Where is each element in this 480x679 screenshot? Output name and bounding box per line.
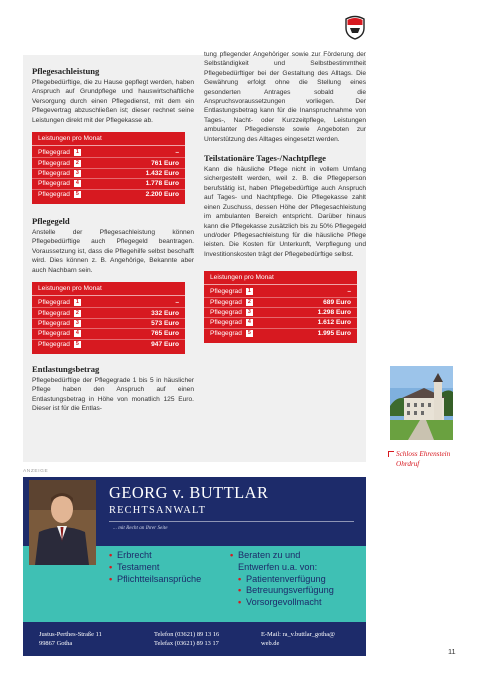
ad-address: Justus-Perthes-Straße 11 99867 Gotha	[39, 631, 102, 647]
ad-contact-footer	[23, 622, 366, 656]
table-header: Leistungen pro Monat	[204, 274, 357, 285]
table-row: Pflegegrad 1 –	[32, 148, 185, 158]
table-row: Pflegegrad 4 1.612 Euro	[204, 318, 357, 328]
grade-badge: 4	[75, 330, 79, 337]
page-number: 11	[448, 647, 456, 656]
heading-pflegesachleistung: Pflegesachleistung	[32, 66, 100, 76]
ad-phone: Telefon (03621) 89 13 16 Telefax (03621) 89 13 17	[154, 631, 220, 647]
left-column	[32, 55, 194, 414]
table-row: Pflegegrad 1 –	[204, 287, 357, 297]
lawyer-title: RECHTSANWALT	[109, 505, 207, 516]
table-row: Pflegegrad 5 947 Euro	[38, 341, 179, 349]
grade-badge: 2	[247, 298, 251, 305]
grade-badge: 5	[247, 330, 251, 337]
list-item: • Erbrecht	[109, 550, 152, 560]
ad-label: ANZEIGE	[23, 469, 49, 474]
grade-badge: 1	[247, 288, 251, 295]
table-row: Pflegegrad 3 1.298 Euro	[204, 308, 357, 318]
grade-badge: 3	[75, 170, 79, 176]
ad-divider	[109, 521, 354, 522]
table-row: Pflegegrad 5 1.995 Euro	[210, 330, 351, 338]
lawyer-advertisement	[23, 477, 366, 656]
castle-photo	[390, 366, 453, 440]
photo-caption: Schloss Ehrenstein Ohrdruf	[388, 449, 474, 469]
table-row: Pflegegrad 1 –	[32, 298, 185, 308]
info-panel	[23, 51, 366, 462]
bullet-icon: •	[109, 561, 113, 572]
bullet-icon: •	[238, 573, 242, 584]
table-row: Pflegegrad 3 573 Euro	[32, 319, 185, 329]
caption-corner-icon	[388, 451, 394, 457]
grade-badge: 5	[75, 191, 79, 198]
grade-badge: 4	[247, 319, 251, 326]
coat-of-arms-icon	[344, 14, 366, 40]
heading-teilstationaere-pflege: Teilstationäre Tages-/Nachtpflege	[204, 153, 326, 164]
table-row: Pflegegrad 4 765 Euro	[32, 329, 185, 339]
text-entlastungsbetrag-continued: tung pflegender Angehöriger sowie zur Förderung der Selbständigkeit und Selbstbestimmtheit Pflegebedürftiger bei der Gestaltung des Alltags. Die Gewährung erfolgt ohne die Stellung eines gesonderten Antrages sobald die Anspruchsvoraussetzungen vorliegen. Der Entlastungsbetrag kann für die Inanspruchnahme von Tages-, Nacht- oder Kurzzeitpflege, Leistungen ambulanter Pflegedienste sowie Angeboten zur Unterstützung des Alltages eingesetzt werden.	[204, 51, 366, 143]
list-item: • Testament	[109, 561, 160, 572]
list-item: • Pflichtteilsansprüche	[109, 573, 202, 584]
table-row: Pflegegrad 4 1.778 Euro	[32, 179, 185, 189]
ad-email[interactable]: E-Mail: ra_v.buttlar_gotha@ web.de	[261, 631, 335, 647]
table-pflegegeld	[32, 282, 185, 354]
bullet-icon: •	[109, 550, 113, 560]
ad-tagline: ... mit Recht an Ihrer Seite	[113, 525, 168, 531]
list-item: • Vorsorgevollmacht	[238, 597, 322, 608]
table-row: Pflegegrad 2 689 Euro	[204, 298, 357, 308]
services-list-right	[230, 550, 334, 609]
list-item: Entwerfen u.a. von:	[238, 561, 318, 572]
table-row: Pflegegrad 3 1.432 Euro	[32, 169, 185, 179]
grade-badge: 4	[75, 180, 79, 187]
heading-entlastungsbetrag: Entlastungsbetrag	[32, 363, 100, 374]
bullet-icon: •	[238, 585, 242, 596]
grade-badge: 3	[75, 319, 79, 326]
heading-pflegegeld: Pflegegeld	[32, 215, 70, 226]
services-list-left	[109, 550, 201, 585]
list-item: • Beraten zu und	[230, 550, 301, 560]
grade-badge: 2	[75, 309, 79, 316]
table-tagespflege	[204, 271, 357, 343]
grade-badge: 2	[75, 159, 79, 166]
text-pflegesachleistung: Pflegebedürftige, die zu Hause gepflegt werden, haben Anspruch auf Grundpflege und hauswirtschaftliche Versorgung durch einen Pflegedienst, mit dem ein Pflegevertrag abzuschließen ist; dieser rechnet seine Leistungen direkt mit der Pflegekasse ab.	[32, 79, 194, 124]
list-item: • Betreuungsverfügung	[238, 585, 334, 596]
lawyer-name: GEORG v. BUTTLAR	[109, 483, 269, 502]
table-header: Leistungen pro Monat	[32, 285, 185, 296]
table-header: Leistungen pro Monat	[32, 135, 185, 146]
table-row: Pflegegrad 2 761 Euro	[32, 158, 185, 168]
grade-badge: 5	[75, 341, 79, 348]
text-pflegegeld: Anstelle der Pflegesachleistung können Pflegebedürftige auch Pflegegeld beantragen. Voraussetzung ist, dass die Pflegehilfe selbst beschafft wird. Dies können z. B. Angehörige, Bekannte aber auch Nachbarn sein.	[32, 228, 194, 274]
table-pflegesachleistung	[32, 132, 185, 204]
grade-badge: 3	[247, 309, 251, 316]
table-row: Pflegegrad 2 332 Euro	[32, 308, 185, 318]
table-row: Pflegegrad 5 2.200 Euro	[38, 191, 179, 199]
grade-badge: 1	[75, 299, 79, 306]
bullet-icon: •	[238, 597, 242, 608]
bullet-icon: •	[109, 573, 113, 584]
right-column	[204, 51, 366, 343]
list-item: • Patientenverfügung	[238, 573, 326, 584]
bullet-icon: •	[230, 550, 234, 560]
text-teilstationaere-pflege: Kann die häusliche Pflege nicht in vollem Umfang sichergestellt werden, weil z. B. die Pflegeperson berufstätig ist, haben Pflegebedürftige auch Anspruch auf Tages- und Nachtpflege. Die Pflegekasse zahlt einen Zuschuss, dessen Höhe der Pflegesachleistung im ambulanten Bereich entspricht. Darüber hinaus kann die Pflegekasse zusätzlich bis zu 50% Pflegegeld und/oder Pflegesachleistung für die häusliche Pflege leisten. Die Kosten für Unterkunft, Verpflegung und Investitionskosten trägt der Pflegebedürftige selbst.	[204, 166, 366, 258]
grade-badge: 1	[75, 149, 79, 156]
text-entlastungsbetrag: Pflegebedürftige der Pflegegrade 1 bis 5 in häuslicher Pflege haben den Anspruch auf einen Entlastungsbetrag in Höhe von monatlich 125 Euro. Dieser ist für die Entlas-	[32, 376, 194, 413]
lawyer-portrait	[29, 480, 96, 565]
